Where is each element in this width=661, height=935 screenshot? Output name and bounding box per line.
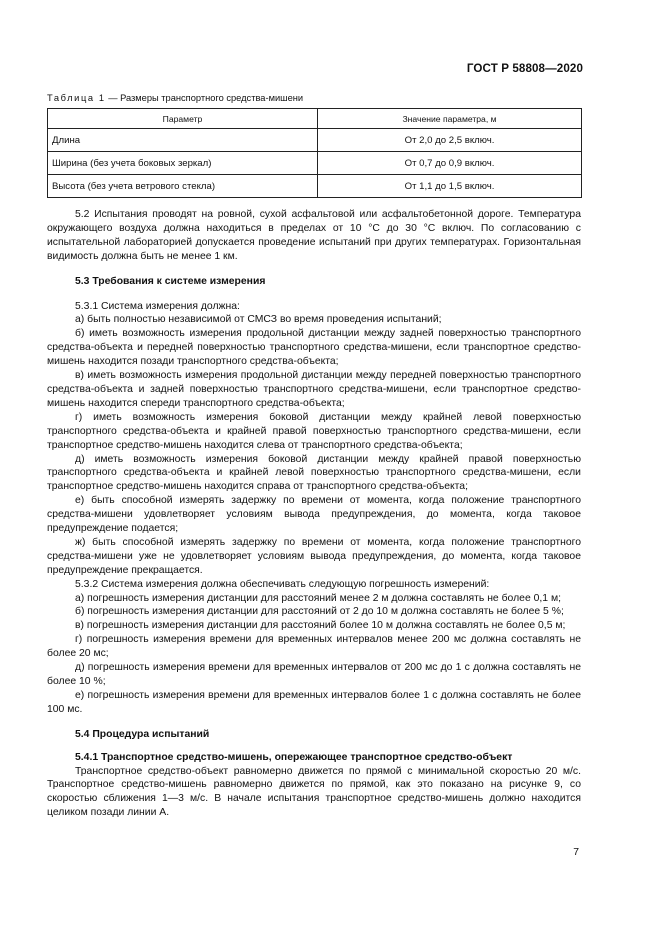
list-item: а) погрешность измерения дистанции для расстояний менее 2 м должна составлять не более 0,1 м;	[75, 592, 561, 604]
table-caption-title: — Размеры транспортного средства-мишени	[105, 93, 304, 103]
table-row	[48, 152, 582, 175]
table-cell-parameter: Длина	[48, 129, 318, 152]
subsection-heading-5-4-1: 5.4.1 Транспортное средство-мишень, опережающее транспортное средство-объект	[75, 751, 513, 763]
document-code: ГОСТ Р 58808—2020	[466, 62, 583, 75]
list-item: б) иметь возможность измерения продольной дистанции между задней поверхностью транспортного средства-объекта и передней поверхностью транспортного средства-мишени, если транспортное средство-мишень находится позади транспортного средства-объекта;	[47, 328, 581, 368]
page-number: 7	[573, 847, 579, 858]
column-header-parameter: Параметр	[48, 109, 318, 129]
section-heading-5-3: 5.3 Требования к системе измерения	[75, 275, 266, 287]
document-body	[47, 208, 581, 820]
table-caption	[47, 93, 303, 103]
list-item: а) быть полностью независимой от СМСЗ во время проведения испытаний;	[75, 314, 442, 326]
list-item: ж) быть способной измерять задержку по времени от момента, когда положение транспортного средства-мишени уже не удовлетворяет условиям вывода предупреждения, до момента, когда таковое предупреждение прекращается.	[47, 536, 581, 576]
list-item: в) погрешность измерения дистанции для расстояний более 10 м должна составлять не более 0,5 м;	[75, 620, 566, 632]
list-item: е) погрешность измерения времени для временных интервалов более 1 с должна составлять не более 100 мс.	[47, 689, 581, 715]
table-header-row	[48, 109, 582, 129]
column-header-value: Значение параметра, м	[318, 109, 582, 129]
list-item: д) погрешность измерения времени для временных интервалов от 200 мс до 1 с должна составлять не более 10 %;	[47, 662, 581, 687]
table-cell-value: От 1,1 до 1,5 включ.	[318, 175, 582, 198]
list-item: е) быть способной измерять задержку по времени от момента, когда положение транспортного средства-мишени удовлетворяет условиям вывода предупреждения, до момента, когда таковое предупреждение подается;	[47, 495, 581, 535]
paragraph-5-4-1: Транспортное средство-объект равномерно движется по прямой с минимальной скоростью 20 м/с. Транспортное средство-мишень равномерно движется по прямой, как это показано на рисунке 9, со скоростью сближения 1—3 м/с. В начале испытания транспортное средство-мишень должно находится целиком позади линии А.	[47, 765, 581, 819]
list-item: д) иметь возможность измерения боковой дистанции между крайней правой поверхностью транспортного средства-объекта и крайней левой поверхностью транспортного средства-мишени, если транспортное средство-мишень находится справа от транспортного средства-объекта;	[47, 453, 581, 493]
paragraph-5-2: 5.2 Испытания проводят на ровной, сухой асфальтовой или асфальтобетонной дороге. Температура окружающего воздуха должна находиться в пределах от 10 °С до 30 °С включ. По согласованию с испытательной лабораторией допускается проведение испытаний при других температурах. Горизонтальная видимость должна быть не менее 1 км.	[47, 209, 581, 262]
list-item: б) погрешность измерения дистанции для расстояний от 2 до 10 м должна составлять не более 5 %;	[75, 606, 564, 618]
list-item: г) погрешность измерения времени для временных интервалов менее 200 мс должна составлять не более 20 мс;	[47, 634, 581, 660]
table-cell-parameter: Высота (без учета ветрового стекла)	[48, 175, 318, 198]
dimensions-table	[47, 108, 582, 198]
table-cell-value: От 2,0 до 2,5 включ.	[318, 129, 582, 152]
section-heading-5-4: 5.4 Процедура испытаний	[75, 728, 210, 740]
paragraph-5-3-2: 5.3.2 Система измерения должна обеспечивать следующую погрешность измерений:	[75, 578, 490, 590]
table-cell-parameter: Ширина (без учета боковых зеркал)	[48, 152, 318, 175]
paragraph-5-3-1: 5.3.1 Система измерения должна:	[75, 300, 240, 312]
table-cell-value: От 0,7 до 0,9 включ.	[318, 152, 582, 175]
list-item: г) иметь возможность измерения боковой дистанции между крайней левой поверхностью транспортного средства-объекта и крайней правой поверхностью транспортного средства-мишени, если транспортное средство-мишень находится слева от транспортного средства-объекта;	[47, 411, 581, 451]
table-caption-number: Таблица 1	[47, 93, 106, 103]
list-item: в) иметь возможность измерения продольной дистанции между передней поверхностью транспортного средства-объекта и задней поверхностью транспортного средства-мишени, если транспортное средство-мишень находится спереди транспортного средства-объекта;	[47, 370, 581, 409]
table-row	[48, 175, 582, 198]
table-row	[48, 129, 582, 152]
